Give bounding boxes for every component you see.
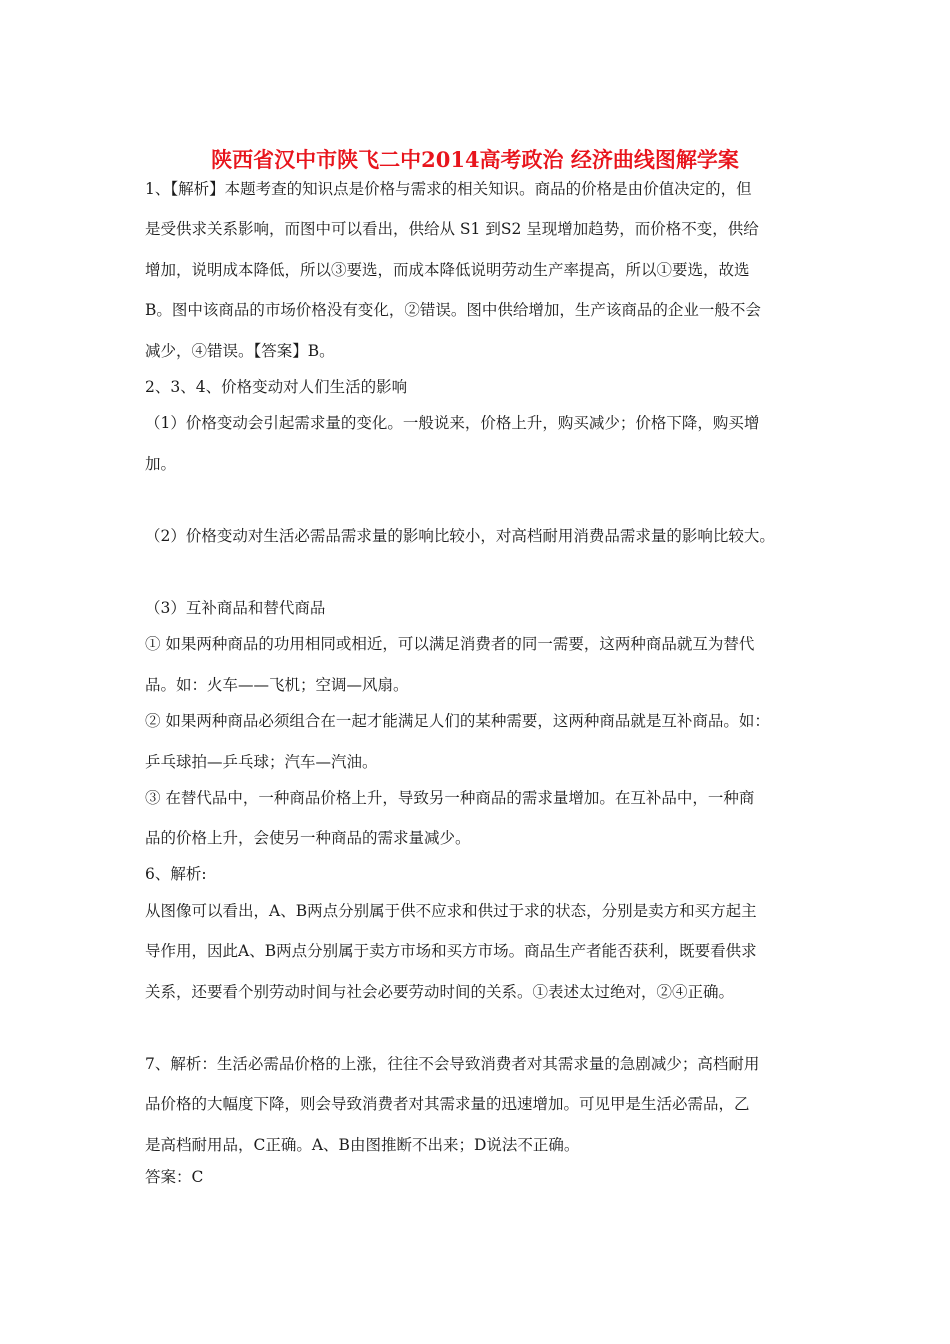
text-line: 7、解析：生活必需品价格的上涨，往往不会导致消费者对其需求量的急剧减少；高档耐用 bbox=[145, 1055, 760, 1073]
text-line: 答案：C bbox=[145, 1168, 204, 1186]
text-line: 减少，④错误。【答案】B。 bbox=[145, 342, 335, 360]
text-line: ③ 在替代品中，一种商品价格上升，导致另一种商品的需求量增加。在互补品中，一种商 bbox=[145, 789, 755, 807]
text-line: 6、解析: bbox=[145, 865, 207, 883]
text-line: 品的价格上升，会使另一种商品的需求量减少。 bbox=[145, 829, 471, 847]
text-line: ② 如果两种商品必须组合在一起才能满足人们的某种需要，这两种商品就是互补商品。如： bbox=[145, 712, 770, 730]
text-line: 关系，还要看个别劳动时间与社会必要劳动时间的关系。①表述太过绝对，②④正确。 bbox=[145, 983, 735, 1001]
text-line: 是受供求关系影响，而图中可以看出，供给从 S1 到S2 呈现增加趋势，而价格不变，供给 bbox=[145, 220, 759, 238]
text-line: 是高档耐用品，C正确。A、B由图推断不出来；D说法不正确。 bbox=[145, 1136, 580, 1154]
text-line: （1）价格变动会引起需求量的变化。一般说来，价格上升，购买减少；价格下降，购买增 bbox=[145, 414, 760, 432]
text-line: 从图像可以看出，A、B两点分别属于供不应求和供过于求的状态，分别是卖方和买方起主 bbox=[145, 902, 757, 920]
text-line: 乒乓球拍—乒乓球；汽车—汽油。 bbox=[145, 753, 378, 771]
text-line: 增加，说明成本降低，所以③要选，而成本降低说明劳动生产率提高，所以①要选，故选 bbox=[145, 261, 750, 279]
text-line: ① 如果两种商品的功用相同或相近，可以满足消费者的同一需要，这两种商品就互为替代 bbox=[145, 635, 755, 653]
text-line: 品。如：火车——飞机；空调—风扇。 bbox=[145, 676, 409, 694]
text-line: 导作用，因此A、B两点分别属于卖方市场和买方市场。商品生产者能否获利，既要看供求 bbox=[145, 942, 757, 960]
text-line: B。图中该商品的市场价格没有变化，②错误。图中供给增加，生产该商品的企业一般不会 bbox=[145, 301, 761, 319]
text-line: 加。 bbox=[145, 455, 177, 473]
text-line: 2、3、4、价格变动对人们生活的影响 bbox=[145, 378, 408, 396]
document-title: 陕西省汉中市陕飞二中2014高考政治 经济曲线图解学案 bbox=[211, 147, 739, 172]
text-line: （2）价格变动对生活必需品需求量的影响比较小，对高档耐用消费品需求量的影响比较大。 bbox=[145, 527, 775, 545]
text-line: 品价格的大幅度下降，则会导致消费者对其需求量的迅速增加。可见甲是生活必需品，乙 bbox=[145, 1095, 750, 1113]
text-line: 1、【解析】本题考查的知识点是价格与需求的相关知识。商品的价格是由价值决定的，但 bbox=[145, 180, 752, 198]
text-line: （3）互补商品和替代商品 bbox=[145, 599, 326, 617]
